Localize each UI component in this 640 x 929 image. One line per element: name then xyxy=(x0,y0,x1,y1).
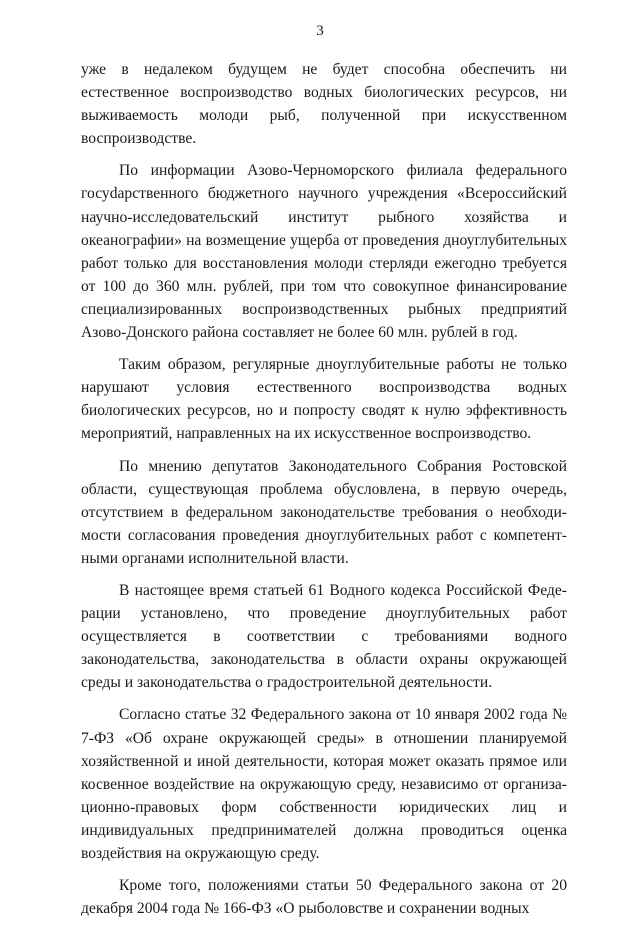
paragraph-water-code: В настоящее время статьей 61 Водного кодекса Российской Федерации установлено, что проведение дноуглубительных работ осуществляется в соответствии с требованиями водного законодательства, законодательства в области охраны окружающей среды и законодательства о градостроительной деятельности. xyxy=(81,581,567,692)
page-number: 3 xyxy=(316,23,324,39)
paragraph-conclusion: Таким образом, регулярные дноуглубительные работы не только нарушают условия естественного воспроизводства водных биологических ресурсов, но и попросту сводят к нулю эффективность мероприятий, направленных на их искусственное воспроизводство. xyxy=(81,356,567,443)
paragraph-fisheries-law: Кроме того, положениями статьи 50 Федерального закона от 20 декабря 2004 года № 166-ФЗ «О рыболовстве и сохранении водных xyxy=(81,877,567,918)
paragraph-continuation: уже в недалеком будущем не будет способна обеспечить ни естественное воспроизводство водных биологических ресурсов, ни выживаемость молоди рыб, полученной при искусственном воспроизводстве. xyxy=(81,61,567,148)
paragraph-deputies-opinion: По мнению депутатов Законодательного Собрания Ростовской области, существующая проблема обусловлена, в первую очередь, отсутствием в федеральном законодательстве требования о необходимости согласования проведения дноуглубительных работ с компетентными органами исполнительной власти. xyxy=(81,457,567,567)
paragraph-environment-law: Согласно статье 32 Федерального закона от 10 января 2002 года № 7-ФЗ «Об охране окружающей среды» в отношении планируемой хозяйственной и иной деятельности, которая может оказать прямое или косвенное воздействие на окружающую среду, независимо от организационно-правовых форм собственности юридических лиц и индивидуальных предпринимателей должна проводиться оценка воздействия на окружающую среду. xyxy=(81,706,567,862)
paragraph-azov-black-sea-branch: По информации Азово-Черноморского филиала федерального госуdарственного бюджетного научного учреждения «Всероссийский научно-исследовательский институт рыбного хозяйства и океанографии» на возмещение ущерба от проведения дноуглубительных работ только для восстановления молоди стерляди ежегодно требуется от 100 до 360 млн. рублей, при том что совокупное финансирование специализированных воспроизводственных рыбных предприятий Азово-Донского района составляет не более 60 млн. рублей в год. xyxy=(81,162,567,342)
document-body xyxy=(81,58,567,929)
